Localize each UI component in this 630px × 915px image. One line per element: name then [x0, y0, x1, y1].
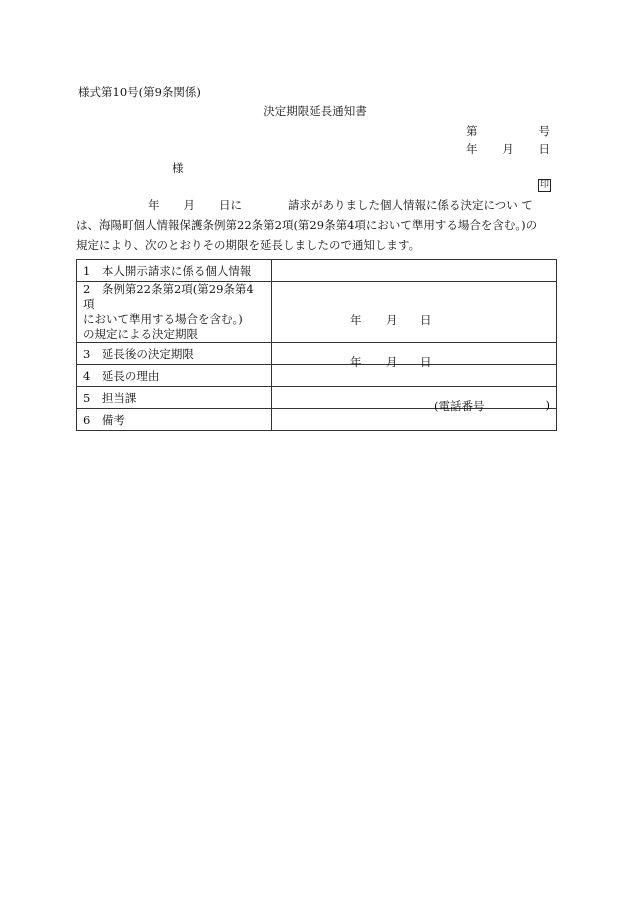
row-label: 5 担当課: [77, 387, 272, 409]
row-label: 3 延長後の決定期限: [77, 343, 272, 365]
row-label-line: 2 条例第22条第2項(第29条第4項: [83, 282, 254, 311]
table-row: [77, 387, 557, 409]
body-day: 日に: [219, 198, 242, 212]
number-prefix: 第: [466, 124, 478, 138]
body-line-3: 規定により、次のとおりその期限を延長しましたので通知します。: [76, 238, 421, 252]
extension-reason-value[interactable]: [272, 365, 557, 387]
body-line-1-rest: 請求がありました個人情報に係る決定につい て: [288, 198, 533, 212]
row-label: 6 備考: [77, 409, 272, 431]
form-label: 様式第10号(第9条関係): [78, 85, 201, 99]
phone-number-close: ): [545, 397, 550, 412]
deadline-month: 月: [386, 313, 398, 327]
deadline-day: 日: [420, 313, 432, 327]
table-row: [77, 260, 557, 282]
seal-mark: 印: [539, 180, 549, 190]
remarks-value[interactable]: [272, 409, 557, 431]
document-number-line: [466, 124, 550, 138]
extended-year: 年: [350, 354, 362, 369]
addressee-suffix: 様: [172, 161, 184, 175]
issue-month: 月: [502, 142, 514, 156]
row-label-line: において準用する場合を含む。): [83, 312, 243, 326]
table-row: [77, 343, 557, 365]
issue-date-line: [466, 142, 550, 156]
row-label: 4 延長の理由: [77, 365, 272, 387]
row-label: [77, 282, 272, 343]
department-value[interactable]: [272, 387, 557, 413]
body-year: 年: [148, 198, 160, 212]
body-month: 月: [183, 198, 195, 212]
body-line-1: [76, 195, 554, 215]
extended-deadline-value[interactable]: [272, 343, 557, 369]
extended-month: 月: [386, 354, 398, 369]
original-deadline-value[interactable]: [272, 282, 557, 343]
body-line-2: は、海陽町個人情報保護条例第22条第2項(第29条第4項において準用する場合を含む。)の: [76, 218, 538, 232]
table-row: [77, 282, 557, 343]
phone-number-label: (電話番号: [434, 398, 485, 413]
number-suffix: 号: [538, 124, 550, 138]
row-value[interactable]: [272, 260, 557, 282]
document-title: 決定期限延長通知書: [263, 104, 367, 118]
body-text: [76, 195, 554, 255]
row-label-line: の規定による決定期限: [83, 327, 198, 341]
issue-year: 年: [466, 142, 478, 156]
deadline-year: 年: [350, 313, 362, 327]
row-label: 1 本人開示請求に係る個人情報: [77, 260, 272, 282]
extended-day: 日: [420, 354, 432, 369]
info-table: [76, 259, 557, 431]
issue-day: 日: [538, 142, 550, 156]
table-row: [77, 365, 557, 387]
